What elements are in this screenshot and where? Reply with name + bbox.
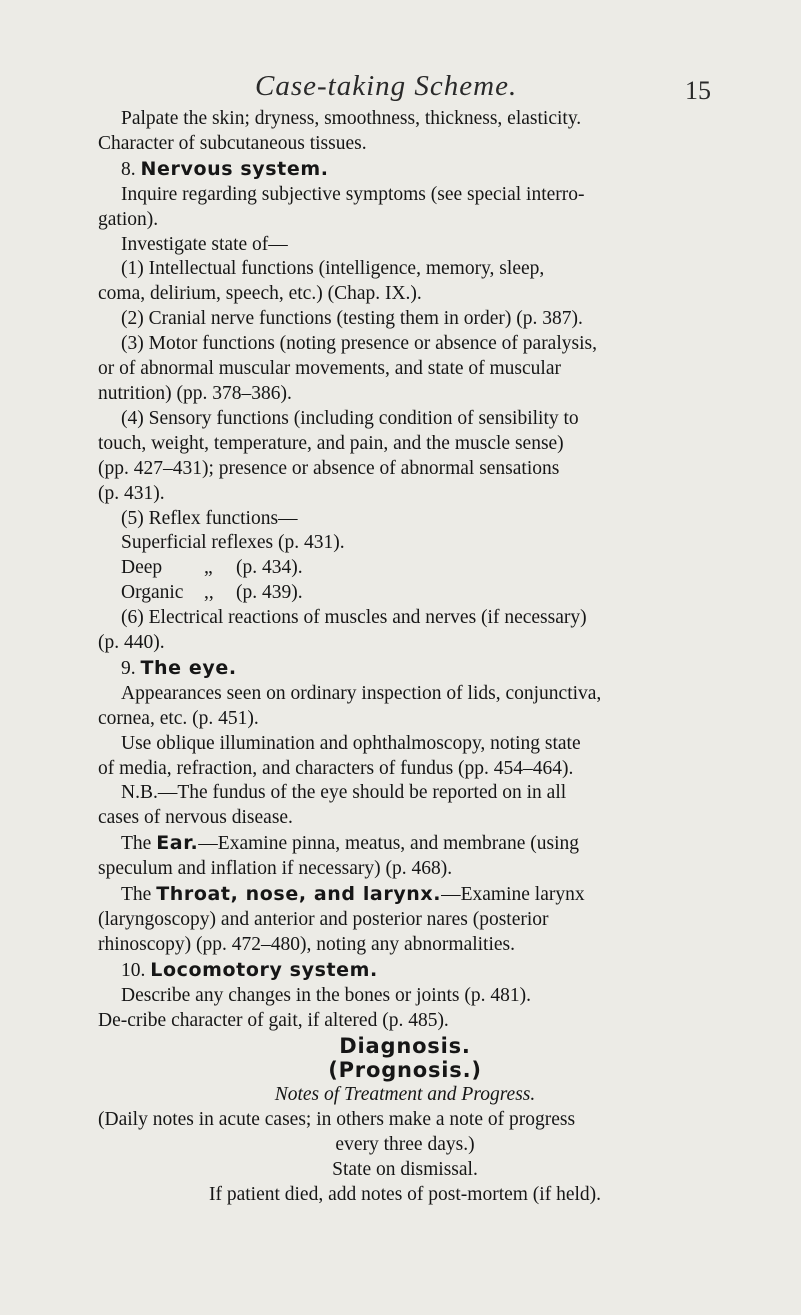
ditto-mark: ,, <box>204 582 214 604</box>
section-number: 8. <box>121 158 136 180</box>
text-line: (6) Electrical reactions of muscles and nerves (if necessary) <box>121 607 587 629</box>
reflex-line <box>98 556 712 581</box>
running-title: Case-taking Scheme. <box>255 70 518 102</box>
throat-line <box>98 882 712 908</box>
text-line: Character of subcutaneous tissues. <box>98 132 367 154</box>
text-line: every three days.) <box>335 1134 475 1156</box>
text-line: touch, weight, temperature, and pain, and the muscle sense) <box>98 432 564 454</box>
notes-heading: Notes of Treatment and Progress. <box>274 1084 536 1106</box>
text-line: (pp. 427–431); presence or absence of abnormal sensations <box>98 457 560 479</box>
text-line: rhinoscopy) (pp. 472–480), noting any abnormalities. <box>98 933 516 955</box>
text-line: Palpate the skin; dryness, smoothness, thickness, elasticity. <box>121 108 582 129</box>
text-line: (Daily notes in acute cases; in others make a note of progress <box>98 1109 576 1131</box>
text-line: N.B.—The fundus of the eye should be reported on in all <box>121 782 567 804</box>
page-number: 15 <box>685 76 711 105</box>
text-line: Inquire regarding subjective symptoms (see special interro- <box>121 183 585 205</box>
text-line: nutrition) (pp. 378–386). <box>98 382 292 404</box>
text-line: (1) Intellectual functions (intelligence, memory, sleep, <box>121 258 545 280</box>
text-line: or of abnormal muscular movements, and state of muscular <box>98 358 561 380</box>
text-line: (4) Sensory functions (including condition of sensibility to <box>121 407 579 429</box>
text-line: De-cribe character of gait, if altered (p. 485). <box>98 1009 449 1031</box>
reflex-line <box>98 581 712 606</box>
text-line: If patient died, add notes of post-mortem (if held). <box>208 1183 602 1205</box>
text-line: gation). <box>98 208 159 230</box>
text-line: cornea, etc. (p. 451). <box>98 707 259 729</box>
section-number: 9. <box>121 657 136 679</box>
text-line: of media, refraction, and characters of fundus (pp. 454–464). <box>98 757 574 779</box>
ear-line <box>98 831 712 857</box>
section-title: Locomotory system. <box>150 958 378 981</box>
page-body <box>98 107 712 1208</box>
text-line: (3) Motor functions (noting presence or absence of paralysis, <box>121 333 597 355</box>
text-line: (5) Reflex functions— <box>121 507 298 529</box>
text-line: cases of nervous disease. <box>98 807 293 829</box>
section-title: Nervous system. <box>140 157 329 180</box>
throat-heading: Throat, nose, and larynx. <box>156 883 442 906</box>
text-line: (p. 440). <box>98 632 165 654</box>
text-fragment: The <box>121 884 152 906</box>
text-line: State on dismissal. <box>332 1159 478 1181</box>
diagnosis-heading: Diagnosis. <box>339 1033 471 1058</box>
reflex-type: Organic <box>121 582 184 604</box>
reflex-type: Deep <box>121 557 163 579</box>
text-line: speculum and inflation if necessary) (p. 468). <box>98 858 453 880</box>
text-fragment: —Examine larynx <box>441 884 585 906</box>
text-line: Appearances seen on ordinary inspection of lids, conjunctiva, <box>121 682 602 704</box>
text-fragment: —Examine pinna, meatus, and membrane (using <box>198 833 579 855</box>
section-number: 10. <box>121 959 146 981</box>
text-line: Investigate state of— <box>121 233 288 255</box>
section-heading-locomotory-system <box>98 958 712 984</box>
reflex-line: Superficial reflexes (p. 431). <box>121 532 345 554</box>
reflex-ref: (p. 434). <box>236 557 303 579</box>
text-line: (2) Cranial nerve functions (testing them in order) (p. 387). <box>121 308 583 330</box>
prognosis-heading: (Prognosis.) <box>328 1058 482 1083</box>
reflex-ref: (p. 439). <box>236 582 303 604</box>
text-line: Describe any changes in the bones or joints (p. 481). <box>121 984 531 1006</box>
text-line: (laryngoscopy) and anterior and posterior nares (posterior <box>98 909 549 930</box>
text-line: Use oblique illumination and ophthalmoscopy, noting state <box>121 732 581 754</box>
section-heading-nervous-system <box>98 157 712 183</box>
section-title: The eye. <box>140 656 237 679</box>
section-heading-the-eye <box>98 656 712 682</box>
page-header <box>0 70 801 110</box>
text-line: coma, delirium, speech, etc.) (Chap. IX.). <box>98 283 422 305</box>
ditto-mark: „ <box>204 557 213 579</box>
ear-heading: Ear. <box>156 832 199 855</box>
text-fragment: The <box>121 833 152 855</box>
text-line: (p. 431). <box>98 482 165 504</box>
